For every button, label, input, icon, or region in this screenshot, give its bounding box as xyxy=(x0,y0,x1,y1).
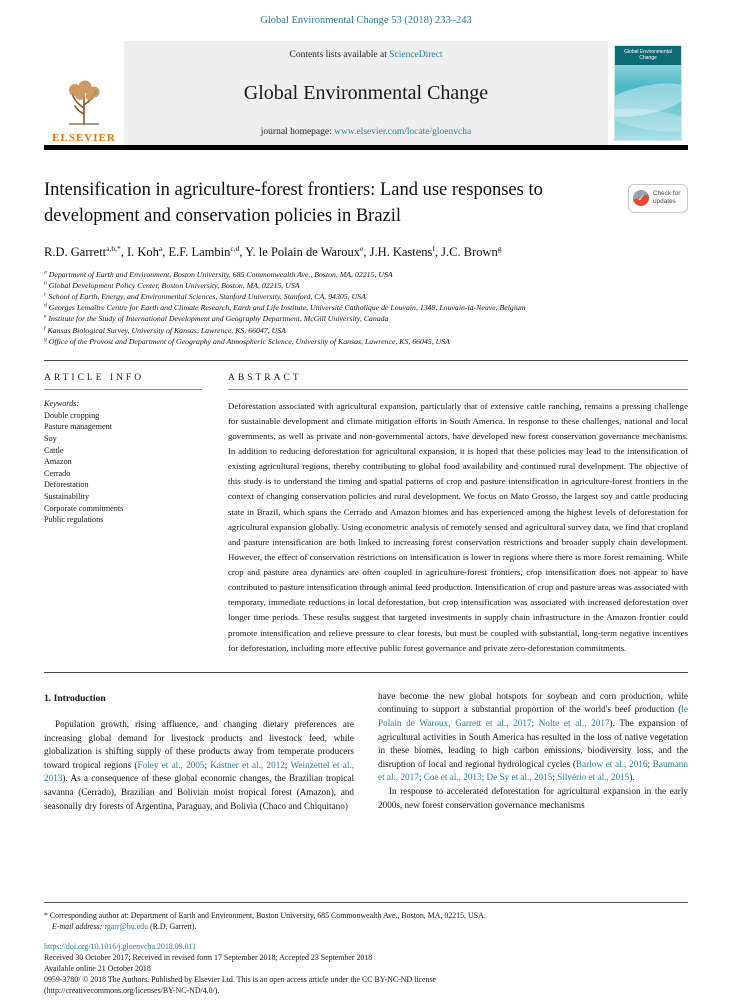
email-line xyxy=(44,921,688,932)
elsevier-tree-icon xyxy=(63,80,105,131)
journal-cover-thumbnail xyxy=(614,45,682,141)
masthead-center xyxy=(124,41,608,145)
contents-line xyxy=(132,50,600,60)
citation-link[interactable]: Coe et al., 2013 xyxy=(423,772,482,783)
email-suffix: (R.D. Garrett). xyxy=(148,921,197,931)
citation-link[interactable]: Nolte et al., 2017 xyxy=(538,717,610,728)
keyword: Pasture management xyxy=(44,422,112,432)
homepage-line xyxy=(132,127,600,137)
author: I. Koh$^a$, xyxy=(126,244,169,260)
author: J.C. Brown$^g$ xyxy=(441,244,502,260)
keyword: Deforestation xyxy=(44,480,89,490)
abstract-heading: ABSTRACT xyxy=(228,373,688,390)
cover-art-swirl xyxy=(614,104,682,136)
author: J.H. Kastens$^f$, xyxy=(369,244,442,260)
citation-link[interactable]: Baumann et al., 2017 xyxy=(378,758,688,783)
intro-col-1 xyxy=(44,718,354,813)
email-link[interactable]: rgarr@bu.edu xyxy=(104,921,149,931)
body-column-right xyxy=(378,690,688,813)
license-line: (http://creativecommons.org/licenses/BY-NC-ND/4.0/). xyxy=(44,985,220,995)
paragraph: In response to accelerated deforestation for agricultural expansion in the early 2000s, new forest conservation governance mechanisms xyxy=(378,786,688,810)
copyright-line: 0959-3780/ © 2018 The Authors. Published by Elsevier Ltd. This is an open access article under the CC BY-NC-ND license xyxy=(44,974,437,984)
author-list xyxy=(44,244,688,260)
article-info-heading: ARTICLE INFO xyxy=(44,373,202,390)
affiliation: $^g$ Office of the Provost and Department of Geography and Atmospheric Science, University of Kansas, Lawrence, KS, 66045, USA xyxy=(44,335,450,346)
contents-prefix: Contents lists available at xyxy=(289,50,390,60)
check-for-updates-badge[interactable] xyxy=(628,184,688,213)
affiliation: $^f$ Kansas Biological Survey, University of Kansas, Lawrence, KS, 66047, USA xyxy=(44,324,286,335)
journal-title: Global Environmental Change xyxy=(243,82,489,104)
keywords-label: Keywords: xyxy=(44,398,80,408)
masthead-divider xyxy=(44,145,688,150)
cover-column xyxy=(608,41,688,145)
homepage-prefix: journal homepage: xyxy=(260,127,335,137)
crossmark-icon: ✓ xyxy=(633,190,649,206)
sciencedirect-link[interactable]: ScienceDirect xyxy=(389,50,443,60)
journal-homepage-link[interactable]: www.elsevier.com/locate/gloenvcha xyxy=(334,127,472,137)
email-label: E-mail address: xyxy=(52,921,103,931)
keyword: Double cropping xyxy=(44,410,100,420)
affiliation: $^a$ Department of Earth and Environment, Boston University, 685 Commonwealth Ave., Boston, MA, 02215, USA xyxy=(44,269,393,280)
author: Y. le Polain de Waroux$^e$, xyxy=(245,244,370,260)
citation-link[interactable]: Silvério et al., 2015 xyxy=(557,772,630,783)
keyword-list xyxy=(44,410,202,526)
page-footer xyxy=(44,902,688,996)
keyword: Sustainability xyxy=(44,492,90,502)
keyword: Amazon xyxy=(44,457,72,467)
citation-link[interactable]: Foley et al., 2005 xyxy=(137,759,205,770)
author: R.D. Garrett$^{a,b,*}$, xyxy=(44,244,127,260)
citation-link[interactable]: Kastner et al., 2012 xyxy=(210,759,285,770)
section-heading: 1. Introduction xyxy=(44,692,106,704)
abstract-text: Deforestation associated with agricultural expansion, particularly that of extensive cattle ranching, remains a pressing challenge for sustainable development and climate mitigation efforts in South America. In response to these challenges, national and local governments, as well as private and non-governmental actors, have developed new forest conservation governance mechanisms. In addition to reducing deforestation for agricultural expansion, it is hoped that these policies may lead to the intensification of existing agricultural regions, thereby contributing to global food availability and continued rural development. The objective of this study is to understand the timing and spatial patterns of crop and pasture intensification in agriculture-forest frontiers in the context of changing conservation policies and rural development. We focus on Mato Grosso, the largest soy and cattle producing state in Brazil, which spans the Cerrado and Amazon biomes and has experienced among the highest levels of deforestation for agricultural expansion globally. Using econometric analysis of remotely sensed and agricultural survey data, we find that cropland and pasture intensification are both linked to increasing forest conservation restrictions and broader supply chain development. However, the effect of conservation restrictions on intensification is lower in regions where there is more forest remaining. While crop and pasture area dynamics are often coupled in agriculture-forest frontiers, crop intensification does not appear to have contributed to pasture intensification through animal feed production. Intensification of crop and pasture areas was associated with temporary, immediate reductions in local deforestation, but crop intensification was associated with increased deforestation over longer time periods. These results suggest that targeted investments in supply chain infrastructure in the Amazon frontier could promote intensification and relieve pressure to clear forests, but must be coupled with substantial, long-term negative incentives for deforestation, including more effective public forest governance and private zero-deforestation commitments. xyxy=(228,400,688,653)
available-online: Available online 21 October 2018 xyxy=(44,963,151,973)
citation-link[interactable]: De Sy et al., 2015 xyxy=(486,772,553,783)
abstract-column xyxy=(228,373,688,656)
article-info-column xyxy=(44,373,202,656)
affiliation: $^c$ School of Earth, Energy, and Environmental Sciences, Stanford University, Stanford, CA, 94305, USA xyxy=(44,291,366,302)
article-title: Intensification in agriculture-forest frontiers: Land use responses to development and conservation policies in Brazil xyxy=(44,180,543,226)
intro-col-2 xyxy=(378,690,688,812)
affiliation: $^b$ Global Development Policy Center, Boston University, Boston, MA, 02215, USA xyxy=(44,280,300,291)
footnote-block xyxy=(44,902,688,932)
elsevier-logo xyxy=(44,41,124,145)
doi-block xyxy=(44,941,688,996)
journal-citation: Global Environmental Change 53 (2018) 233–243 xyxy=(260,15,472,26)
affiliation: $^e$ Institute for the Study of International Development and Geography Department, McGill University, Canada xyxy=(44,313,389,324)
keyword: Cattle xyxy=(44,445,64,455)
corresponding-author-note: * Corresponding author at: Department of Earth and Environment, Boston University, 685 Commonwealth Ave., Boston, MA, 02215, USA. xyxy=(44,910,486,920)
affiliation: $^d$ Georges Lemaître Centre for Earth and Climate Research, Earth and Life Institute, Université Catholique de Louvain, 1348, Louvain-la-Neuve, Belgium xyxy=(44,302,526,313)
author: E.F. Lambin$^{c,d}$, xyxy=(168,244,246,260)
body-columns xyxy=(44,690,688,813)
doi-link[interactable]: https://doi.org/10.1016/j.gloenvcha.2018.09.011 xyxy=(44,941,197,951)
body-column-left xyxy=(44,690,354,813)
affiliation-list xyxy=(44,269,688,346)
keyword: Corporate commitments xyxy=(44,503,124,513)
paragraph: have become the new global hotspots for soybean and corn production, while continuing to support a substantial proportion of the world's beef production (le Polain de Waroux, Garrett et al., 2017; Nolte et al., 2017). The expansion of agricultural activities in South America has resulted in the loss of native vegetation in these biomes, leading to high carbon emissions, biodiversity loss, and the disruption of local and regional hydrological cycles (Barlow et al., 2016; Baumann et al., 2017; Coe et al., 2013; De Sy et al., 2015; Silvério et al., 2015). xyxy=(378,690,688,783)
elsevier-wordmark: ELSEVIER xyxy=(52,132,116,144)
crossmark-label: Check for updates xyxy=(653,190,681,206)
journal-masthead xyxy=(44,41,688,145)
keyword: Cerrado xyxy=(44,468,71,478)
received-dates: Received 30 October 2017; Received in revised form 17 September 2018; Accepted 23 September 2018 xyxy=(44,952,373,962)
keyword: Public regulations xyxy=(44,515,104,525)
paragraph: Population growth, rising affluence, and changing dietary preferences are increasing global demand for livestock products and livestock feed, while globalization is shifting supply of these products away from temperate producers toward tropical regions (Foley et al., 2005; Kastner et al., 2012; Weinzettel et al., 2013). As a consequence of these global economic changes, the Brazilian tropical savanna (Cerrado), Brazilian and Bolivian moist tropical forest (Amazon), and seasonally dry forests of Argentina, Paraguay, and Bolivia (Chaco and Chiquitano) xyxy=(44,718,354,811)
cover-title: Global Environmental Change xyxy=(615,46,681,65)
citation-link[interactable]: Barlow et al., 2016 xyxy=(575,758,648,769)
citation-link[interactable]: Weinzettel et al., 2013 xyxy=(44,759,354,784)
citation-link[interactable]: le Polain de Waroux, Garrett et al., 2017 xyxy=(378,704,688,728)
keyword: Soy xyxy=(44,433,57,443)
article-info-abstract-block xyxy=(44,360,688,673)
